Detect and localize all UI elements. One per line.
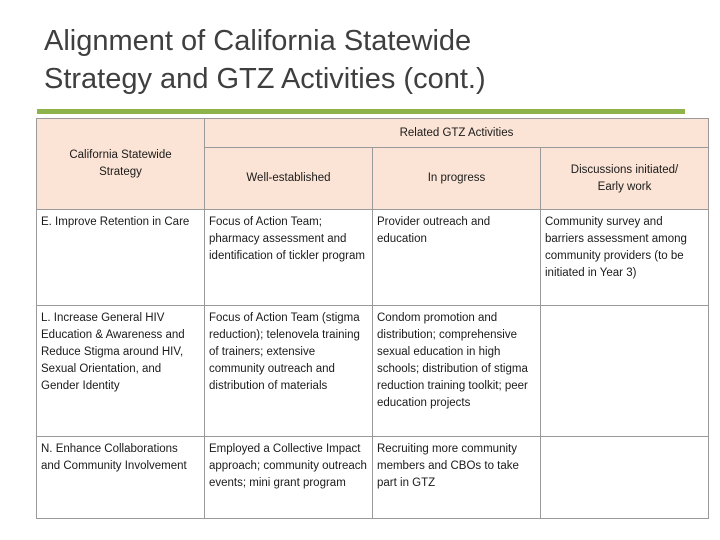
- header-well-established: Well-established: [205, 148, 373, 210]
- table-row: [37, 306, 709, 437]
- row-established-cell: Employed a Collective Impact approach; community outreach events; mini grant program: [205, 437, 373, 519]
- row-established-cell: Focus of Action Team (stigma reduction); telenovela training of trainers; extensive community outreach and distribution of materials: [205, 306, 373, 437]
- row-discussions-cell: [541, 306, 709, 437]
- slide-title-line-1: Alignment of California Statewide: [44, 25, 472, 57]
- header-statewide-strategy: California Statewide Strategy: [37, 119, 205, 210]
- title-underline: [37, 109, 685, 114]
- row-progress-cell: Provider outreach and education: [373, 210, 541, 306]
- header-related-gtz-activities: Related GTZ Activities: [205, 119, 709, 148]
- row-discussions-cell: [541, 437, 709, 519]
- table-row: [37, 210, 709, 306]
- row-progress-cell: Recruiting more community members and CBOs to take part in GTZ: [373, 437, 541, 519]
- row-progress-cell: Condom promotion and distribution; comprehensive sexual education in high schools; distribution of stigma reduction training toolkit; peer education projects: [373, 306, 541, 437]
- row-strategy-cell: N. Enhance Collaborations and Community Involvement: [37, 437, 205, 519]
- header-in-progress: In progress: [373, 148, 541, 210]
- row-established-cell: Focus of Action Team; pharmacy assessment and identification of tickler program: [205, 210, 373, 306]
- table-row: [37, 437, 709, 519]
- slide-title-line-2: Strategy and GTZ Activities (cont.): [44, 63, 486, 95]
- row-strategy-cell: E. Improve Retention in Care: [37, 210, 205, 306]
- row-strategy-cell: L. Increase General HIV Education & Awareness and Reduce Stigma around HIV, Sexual Orientation, and Gender Identity: [37, 306, 205, 437]
- slide-title: [44, 22, 684, 98]
- header-discussions-initiated: Discussions initiated/ Early work: [541, 148, 709, 210]
- strategy-table: [36, 118, 709, 519]
- row-discussions-cell: Community survey and barriers assessment among community providers (to be initiated in Year 3): [541, 210, 709, 306]
